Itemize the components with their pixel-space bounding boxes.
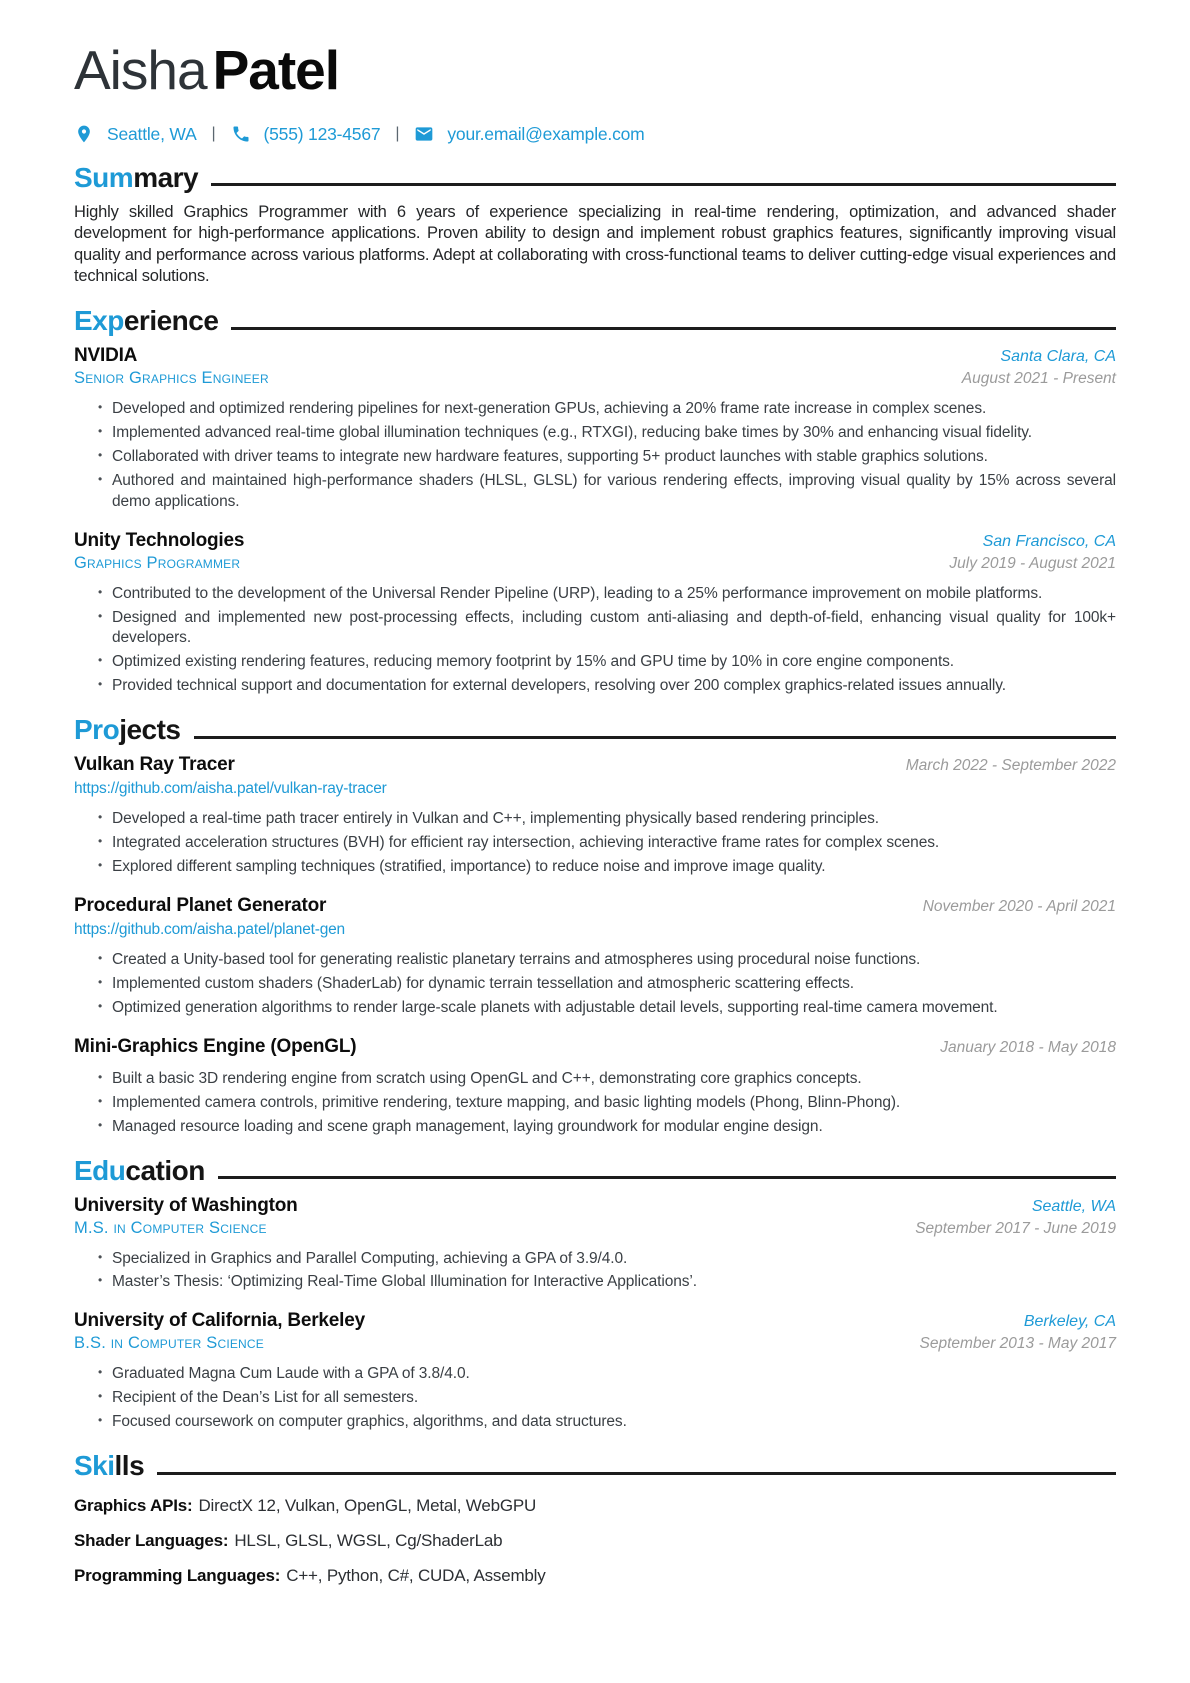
date-range: November 2020 - April 2021 bbox=[922, 898, 1116, 916]
bullet-item: • Focused coursework on computer graphics, algorithms, and data structures. bbox=[112, 1412, 1116, 1433]
date-range: September 2017 - June 2019 bbox=[915, 1219, 1116, 1237]
bullet-item: • Built a basic 3D rendering engine from scratch using OpenGL and C++, demonstrating core graphics concepts. bbox=[112, 1069, 1116, 1090]
resume-header bbox=[74, 40, 1116, 145]
skill-row bbox=[74, 1496, 1116, 1516]
project-entries bbox=[74, 754, 1116, 1137]
degree: M.S. in Computer Science bbox=[74, 1218, 267, 1237]
bullet-item: • Collaborated with driver teams to integrate new hardware features, supporting 5+ product launches with stable graphics solutions. bbox=[112, 447, 1116, 468]
school-name: University of Washington bbox=[74, 1194, 298, 1216]
project-entry bbox=[74, 754, 1116, 878]
skill-values: HLSL, GLSL, WGSL, Cg/ShaderLab bbox=[234, 1531, 503, 1551]
summary-title: Summary bbox=[74, 161, 199, 193]
bullet-item: • Optimized existing rendering features, reducing memory footprint by 15% and GPU time by 10% in core engine components. bbox=[112, 652, 1116, 673]
bullet-item: • Optimized generation algorithms to render large-scale planets with adjustable detail levels, supporting real-time camera movement. bbox=[112, 998, 1116, 1019]
experience-heading bbox=[74, 305, 1116, 337]
bullet-item: • Designed and implemented new post-processing effects, including custom anti-aliasing and depth-of-field, enhancing visual quality for 100k+ developers. bbox=[112, 608, 1116, 650]
bullet-item: • Developed and optimized rendering pipelines for next-generation GPUs, achieving a 20% frame rate increase in complex scenes. bbox=[112, 399, 1116, 420]
heading-rule bbox=[157, 1472, 1116, 1475]
heading-rule bbox=[211, 183, 1116, 186]
education-entry bbox=[74, 1310, 1116, 1433]
education-title: Education bbox=[74, 1154, 205, 1186]
company-location: San Francisco, CA bbox=[982, 532, 1116, 550]
projects-heading bbox=[74, 714, 1116, 746]
bullet-item: • Recipient of the Dean’s List for all semesters. bbox=[112, 1388, 1116, 1409]
project-entry bbox=[74, 895, 1116, 1019]
date-range: August 2021 - Present bbox=[961, 370, 1116, 388]
bullet-item: • Created a Unity-based tool for generating realistic planetary terrains and atmospheres using procedural noise functions. bbox=[112, 950, 1116, 971]
experience-entry bbox=[74, 530, 1116, 698]
heading-rule bbox=[231, 327, 1116, 330]
job-title: Senior Graphics Engineer bbox=[74, 369, 269, 388]
section-projects bbox=[74, 714, 1116, 1137]
school-location: Berkeley, CA bbox=[1023, 1313, 1116, 1331]
skill-category-label: Shader Languages: bbox=[74, 1531, 229, 1551]
envelope-icon bbox=[414, 124, 434, 144]
company-location: Santa Clara, CA bbox=[1000, 348, 1116, 366]
section-experience bbox=[74, 305, 1116, 697]
school-name: University of California, Berkeley bbox=[74, 1310, 365, 1332]
contact-separator: | bbox=[395, 125, 400, 143]
contact-location: Seattle, WA bbox=[107, 123, 197, 144]
experience-entries bbox=[74, 345, 1116, 697]
bullet-item: • Developed a real-time path tracer entirely in Vulkan and C++, implementing physically based rendering principles. bbox=[112, 809, 1116, 830]
section-summary bbox=[74, 162, 1116, 288]
bullet-item: • Explored different sampling techniques (stratified, importance) to reduce noise and improve image quality. bbox=[112, 857, 1116, 878]
bullet-list bbox=[74, 1069, 1116, 1138]
heading-rule bbox=[218, 1176, 1116, 1179]
bullet-item: • Graduated Magna Cum Laude with a GPA of 3.8/4.0. bbox=[112, 1364, 1116, 1385]
company-name: NVIDIA bbox=[74, 345, 138, 367]
bullet-list bbox=[74, 1249, 1116, 1294]
project-link[interactable]: https://github.com/aisha.patel/planet-gen bbox=[74, 921, 345, 939]
bullet-list bbox=[74, 399, 1116, 513]
date-range: September 2013 - May 2017 bbox=[919, 1335, 1116, 1353]
contact-row bbox=[74, 124, 1116, 145]
skill-row bbox=[74, 1531, 1116, 1551]
education-entries bbox=[74, 1195, 1116, 1434]
bullet-item: • Authored and maintained high-performance shaders (HLSL, GLSL) for various rendering effects, improving visual quality by 15% across several demo applications. bbox=[112, 471, 1116, 513]
date-range: July 2019 - August 2021 bbox=[949, 554, 1116, 572]
project-url-row bbox=[74, 780, 1116, 798]
bullet-list bbox=[74, 950, 1116, 1019]
bullet-item: • Specialized in Graphics and Parallel Computing, achieving a GPA of 3.9/4.0. bbox=[112, 1249, 1116, 1270]
location-pin-icon bbox=[74, 124, 94, 144]
bullet-item: • Managed resource loading and scene graph management, laying groundwork for modular engine design. bbox=[112, 1117, 1116, 1138]
bullet-item: • Implemented custom shaders (ShaderLab) for dynamic terrain tessellation and atmospheric scattering effects. bbox=[112, 974, 1116, 995]
project-url-row bbox=[74, 921, 1116, 939]
contact-email[interactable]: your.email@example.com bbox=[447, 123, 645, 144]
skill-category-label: Programming Languages: bbox=[74, 1566, 281, 1586]
job-title: Graphics Programmer bbox=[74, 553, 241, 572]
bullet-item: • Implemented camera controls, primitive rendering, texture mapping, and basic lighting models (Phong, Blinn-Phong). bbox=[112, 1093, 1116, 1114]
date-range: January 2018 - May 2018 bbox=[940, 1038, 1116, 1056]
skill-row bbox=[74, 1566, 1116, 1586]
phone-icon bbox=[231, 124, 251, 144]
education-entry bbox=[74, 1195, 1116, 1294]
skills-list bbox=[74, 1496, 1116, 1586]
project-name: Vulkan Ray Tracer bbox=[74, 754, 235, 776]
summary-heading bbox=[74, 162, 1116, 194]
bullet-item: • Provided technical support and documentation for external developers, resolving over 200 complex graphics-related issues annually. bbox=[112, 676, 1116, 697]
skill-category-label: Graphics APIs: bbox=[74, 1496, 193, 1516]
school-location: Seattle, WA bbox=[1031, 1197, 1116, 1215]
bullet-list bbox=[74, 584, 1116, 698]
bullet-item: • Implemented advanced real-time global illumination techniques (e.g., RTXGI), reducing bake times by 30% and enhancing visual fidelity. bbox=[112, 423, 1116, 444]
contact-phone[interactable]: (555) 123-4567 bbox=[263, 123, 381, 144]
person-name bbox=[74, 40, 1116, 102]
section-education bbox=[74, 1155, 1116, 1434]
skills-heading bbox=[74, 1450, 1116, 1482]
bullet-list bbox=[74, 1364, 1116, 1433]
project-link[interactable]: https://github.com/aisha.patel/vulkan-ray-tracer bbox=[74, 780, 387, 798]
summary-text: Highly skilled Graphics Programmer with 6 years of experience specializing in real-time rendering, optimization, and advanced shader development for high-performance applications. Proven ability to design and implement robust graphics features, significantly improving visual quality and performance across various platforms. Adept at collaborating with cross-functional teams to deliver cutting-edge visual experiences and technical solutions. bbox=[74, 202, 1116, 286]
skills-title: Skills bbox=[74, 1450, 145, 1482]
projects-title: Projects bbox=[74, 714, 181, 746]
education-heading bbox=[74, 1155, 1116, 1187]
skill-values: C++, Python, C#, CUDA, Assembly bbox=[286, 1566, 546, 1586]
date-range: March 2022 - September 2022 bbox=[905, 757, 1116, 775]
last-name: Patel bbox=[212, 39, 340, 101]
project-name: Mini-Graphics Engine (OpenGL) bbox=[74, 1035, 357, 1057]
experience-entry bbox=[74, 345, 1116, 513]
first-name: Aisha bbox=[74, 39, 207, 101]
project-entry bbox=[74, 1036, 1116, 1138]
project-name: Procedural Planet Generator bbox=[74, 895, 327, 917]
heading-rule bbox=[194, 736, 1116, 739]
company-name: Unity Technologies bbox=[74, 529, 245, 551]
bullet-item: • Integrated acceleration structures (BVH) for efficient ray intersection, achieving interactive frame rates for complex scenes. bbox=[112, 833, 1116, 854]
degree: B.S. in Computer Science bbox=[74, 1334, 264, 1353]
bullet-list bbox=[74, 809, 1116, 878]
bullet-item: • Contributed to the development of the Universal Render Pipeline (URP), leading to a 25% performance improvement on mobile platforms. bbox=[112, 584, 1116, 605]
experience-title: Experience bbox=[74, 305, 219, 337]
bullet-item: • Master’s Thesis: ‘Optimizing Real-Time Global Illumination for Interactive Applications’. bbox=[112, 1272, 1116, 1293]
section-skills bbox=[74, 1450, 1116, 1586]
skill-values: DirectX 12, Vulkan, OpenGL, Metal, WebGPU bbox=[198, 1496, 537, 1516]
contact-separator: | bbox=[211, 125, 216, 143]
